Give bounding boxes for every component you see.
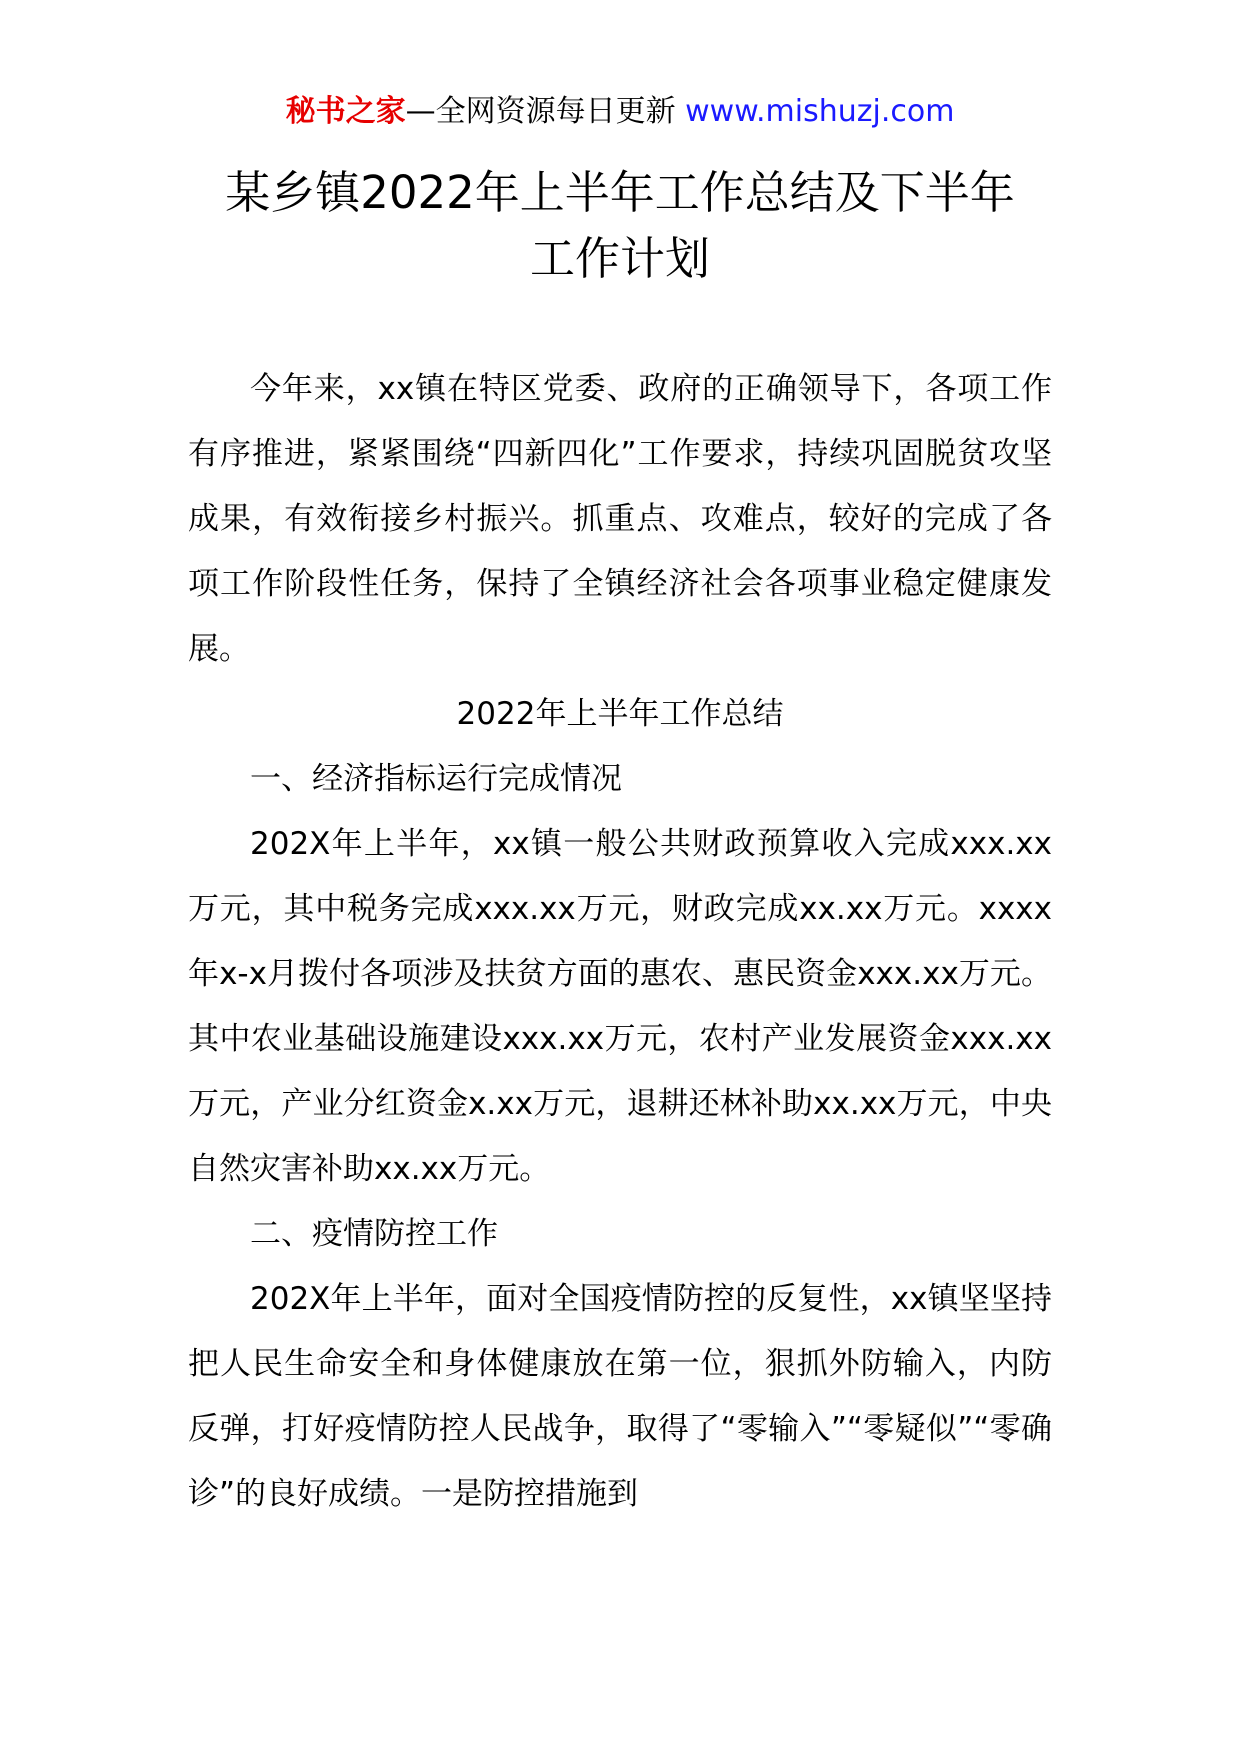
site-header bbox=[0, 92, 1240, 132]
document-body bbox=[188, 357, 1052, 1527]
site-url-link[interactable]: www.mishuzj.com bbox=[685, 94, 955, 129]
section-title: 2022年上半年工作总结 bbox=[456, 696, 784, 732]
economic-paragraph: 202X年上半年，xx镇一般公共财政预算收入完成xxx.xx万元，其中税务完成xxx.xx万元，财政完成xx.xx万元。xxxx年x-x月拨付各项涉及扶贫方面的惠农、惠民资金xxx.xx万元。其中农业基础设施建设xxx.xx万元，农村产业发展资金xxx.xx万元，产业分红资金x.xx万元，退耕还林补助xx.xx万元，中央自然灾害补助xx.xx万元。 bbox=[188, 826, 1052, 1187]
document-title bbox=[0, 160, 1240, 292]
brand-name: 秘书之家 bbox=[285, 94, 406, 129]
heading-epidemic-control: 二、疫情防控工作 bbox=[250, 1216, 498, 1252]
heading-economic-indicators: 一、经济指标运行完成情况 bbox=[250, 761, 622, 797]
intro-paragraph: 今年来，xx镇在特区党委、政府的正确领导下，各项工作有序推进，紧紧围绕“四新四化”工作要求，持续巩固脱贫攻坚成果，有效衔接乡村振兴。抓重点、攻难点，较好的完成了各项工作阶段性任务，保持了全镇经济社会各项事业稳定健康发展。 bbox=[188, 371, 1052, 667]
title-line-1: 某乡镇2022年上半年工作总结及下半年 bbox=[225, 166, 1015, 219]
epidemic-paragraph: 202X年上半年，面对全国疫情防控的反复性，xx镇坚坚持把人民生命安全和身体健康放在第一位，狠抓外防输入，内防反弹，打好疫情防控人民战争，取得了“零输入”“零疑似”“零确诊”的良好成绩。一是防控措施到 bbox=[188, 1281, 1052, 1512]
title-line-2: 工作计划 bbox=[529, 232, 710, 285]
header-tagline: —全网资源每日更新 bbox=[405, 94, 676, 129]
